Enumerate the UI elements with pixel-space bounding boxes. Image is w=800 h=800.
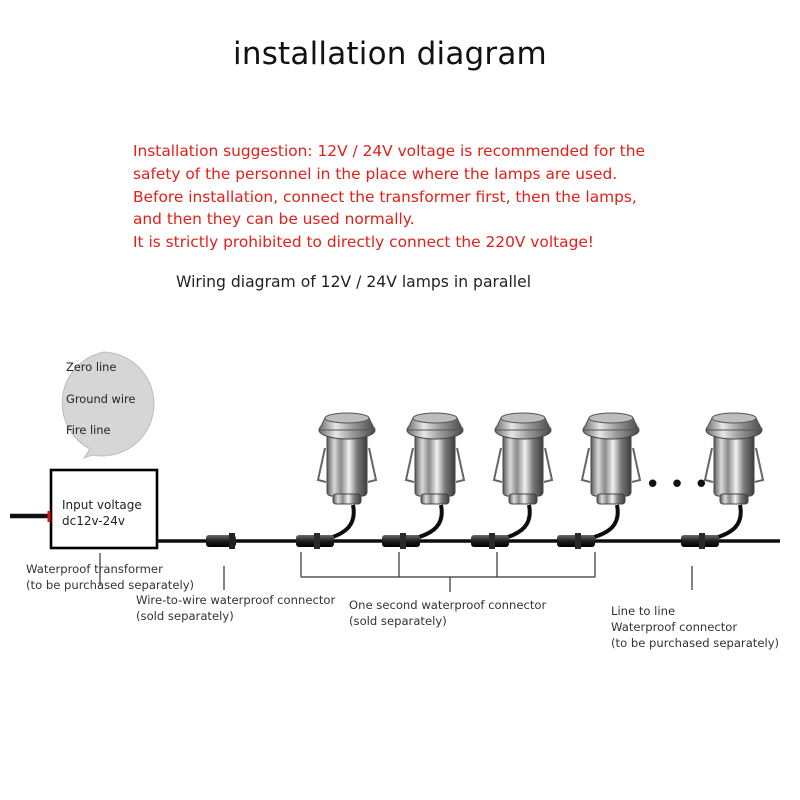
connector-collar (314, 533, 320, 549)
lamp (318, 413, 376, 538)
transformer-caption-line-1: Waterproof transformer (26, 562, 163, 576)
zero-line-label: Zero line (66, 360, 117, 374)
input-voltage-label: Input voltage (62, 498, 142, 512)
suggestion-line-5: It is strictly prohibited to directly connect the 220V voltage! (133, 233, 594, 252)
lamp-top (712, 413, 756, 423)
wire-to-wire-caption-line-2: (sold separately) (136, 609, 234, 623)
lamp-clip-left (318, 448, 326, 482)
lamp-base (333, 494, 361, 504)
lamp-clip-right (456, 448, 464, 482)
waterproof-connector (557, 533, 595, 549)
transformer-caption (26, 561, 194, 593)
lamp-base (597, 494, 625, 504)
connector-bracket (301, 552, 595, 592)
wire-to-wire-connector (206, 533, 236, 549)
lamp (406, 413, 464, 538)
lamp-clip-left (494, 448, 502, 482)
waterproof-connector (382, 533, 420, 549)
lamp-cable (416, 505, 442, 538)
line-to-line-caption-line-3: (to be purchased separately) (611, 636, 780, 650)
connector-collar (699, 533, 705, 549)
lamp-base (720, 494, 748, 504)
lamp-clip-right (368, 448, 376, 482)
one-second-caption-line-1: One second waterproof connector (349, 598, 547, 612)
waterproof-connector (471, 533, 509, 549)
lamp-clip-right (632, 448, 640, 482)
fire-line-label: Fire line (66, 423, 111, 437)
lamp-top (325, 413, 369, 423)
lamp-clip-left (406, 448, 414, 482)
lamp-body (714, 432, 754, 496)
wire-to-wire-caption-line-1: Wire-to-wire waterproof connector (136, 593, 336, 607)
transformer-caption-line-2: (to be purchased separately) (26, 578, 195, 592)
lamp-base (509, 494, 537, 504)
suggestion-line-1: Installation suggestion: 12V / 24V voltage is recommended for the (133, 142, 645, 160)
suggestion-line-2: safety of the personnel in the place where the lamps are used. (133, 164, 618, 183)
lamp-cable (505, 505, 530, 538)
lamp-body (591, 432, 631, 496)
connector-collar (400, 533, 406, 549)
lamp-cable (330, 505, 354, 538)
lamp-clip-right (544, 448, 552, 482)
lamp-top (589, 413, 633, 423)
ground-wire-label: Ground wire (66, 392, 136, 406)
connector-collar (489, 533, 495, 549)
lamp-base (421, 494, 449, 504)
one-second-caption (349, 597, 546, 629)
lamp-clip-right (755, 448, 763, 482)
lamp (494, 413, 552, 538)
connector-collar (575, 533, 581, 549)
lamp-top (501, 413, 545, 423)
suggestion-line-4: and then they can be used normally. (133, 210, 415, 229)
lamp-top (413, 413, 457, 423)
lamp (582, 413, 640, 538)
lamp-body (327, 432, 367, 496)
lamp-clip-left (582, 448, 590, 482)
wire-to-wire-caption (136, 592, 335, 624)
more-lamps-ellipsis: ••• (645, 470, 719, 500)
lamp-body (415, 432, 455, 496)
page-title: installation diagram (233, 36, 547, 72)
waterproof-connector (296, 533, 334, 549)
wiring-subtitle: Wiring diagram of 12V / 24V lamps in parallel (176, 273, 532, 291)
voltage-range-label: dc12v-24v (62, 514, 125, 528)
line-to-line-caption (611, 603, 779, 651)
lamp-body (503, 432, 543, 496)
line-to-line-caption-line-2: Waterproof connector (611, 620, 738, 634)
lamp-cable (591, 505, 618, 538)
waterproof-connector (681, 533, 719, 549)
line-to-line-caption-line-1: Line to line (611, 604, 676, 618)
lamp-cable (715, 505, 741, 538)
suggestion-line-3: Before installation, connect the transformer first, then the lamps, (133, 187, 637, 206)
one-second-caption-line-2: (sold separately) (349, 614, 447, 628)
